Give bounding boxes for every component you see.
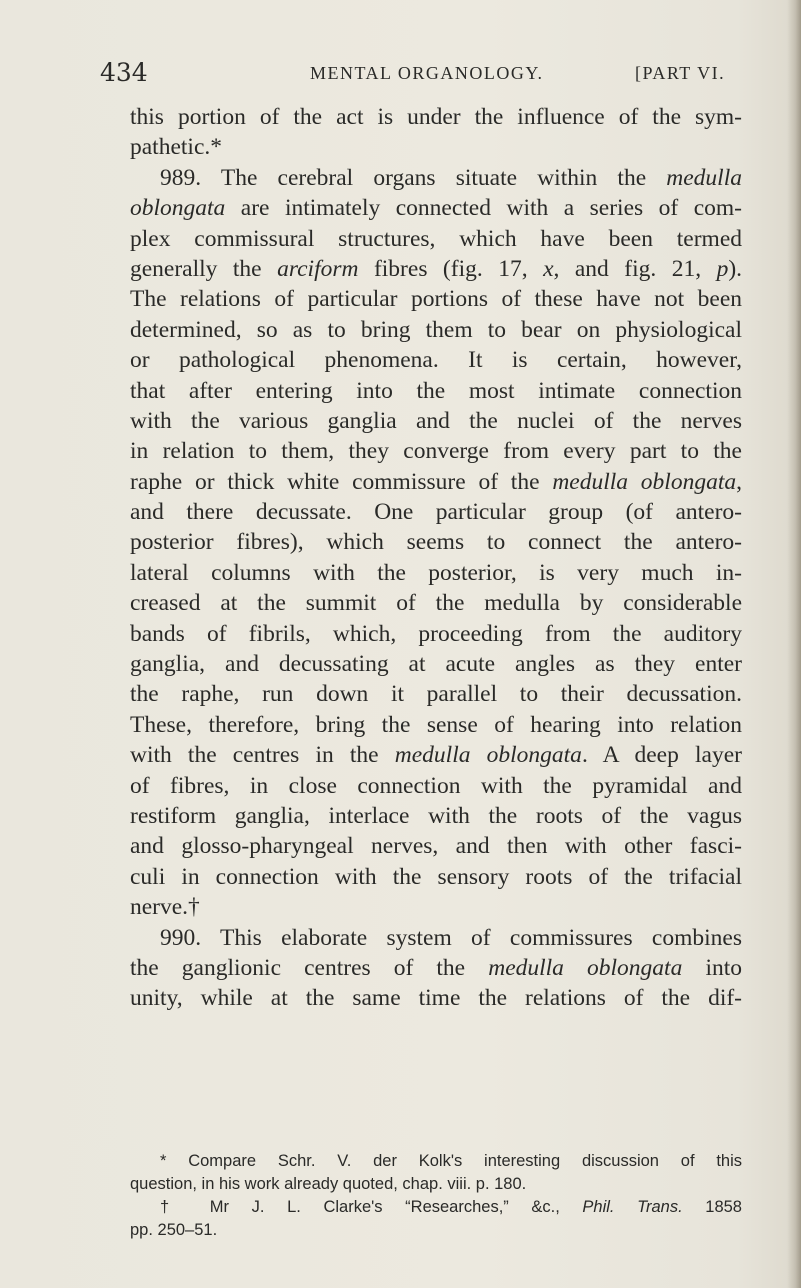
- text-line: generally the arciform fibres (fig. 17, x, and fig. 21, p).: [130, 255, 743, 282]
- text-line: or pathological phenomena. It is certain, however,: [130, 347, 742, 374]
- text-line: the raphe, run down it parallel to their decussation.: [130, 681, 742, 708]
- text-line: culi in connection with the sensory roots of the trifacial: [130, 863, 742, 890]
- text-line: unity, while at the same time the relations of the dif-: [130, 985, 742, 1012]
- footnote-line: † Mr J. L. Clarke's “Researches,” &c., Phil. Trans. 1858: [160, 1198, 742, 1216]
- text-line: oblongata are intimately connected with a series of com-: [130, 195, 742, 222]
- text-line: lateral columns with the posterior, is very much in-: [130, 559, 742, 586]
- text-line: creased at the summit of the medulla by considerable: [130, 590, 742, 617]
- part-label: [PART VI.: [635, 63, 726, 83]
- text-line: restiform ganglia, interlace with the roots of the vagus: [130, 802, 742, 829]
- body-text: [130, 102, 742, 1014]
- running-title: MENTAL ORGANOLOGY.: [310, 63, 544, 83]
- text-line: posterior fibres), which seems to connect the antero-: [130, 529, 742, 556]
- text-line: plex commissural structures, which have been termed: [130, 225, 742, 252]
- text-line: with the various ganglia and the nuclei of the nerves: [130, 407, 742, 434]
- text-line: pathetic.*: [130, 134, 223, 161]
- text-line: the ganglionic centres of the medulla oblongata into: [130, 954, 742, 981]
- text-line: with the centres in the medulla oblongata. A deep layer: [130, 742, 742, 769]
- footnotes: [130, 1150, 742, 1242]
- page-number: 434: [100, 58, 148, 87]
- text-line: ganglia, and decussating at acute angles as they enter: [130, 651, 742, 678]
- text-line: raphe or thick white commissure of the medulla oblongata,: [130, 468, 742, 495]
- text-line: of fibres, in close connection with the pyramidal and: [130, 772, 742, 799]
- text-line: 989. The cerebral organs situate within the medulla: [160, 164, 742, 191]
- text-line: These, therefore, bring the sense of hearing into relation: [130, 711, 742, 738]
- footnote-line: question, in his work already quoted, chap. viii. p. 180.: [130, 1175, 527, 1193]
- text-line: nerve.†: [130, 894, 200, 921]
- footnote-line: pp. 250–51.: [130, 1221, 218, 1239]
- text-line: that after entering into the most intimate connection: [130, 377, 742, 404]
- text-line: 990. This elaborate system of commissures combines: [160, 924, 742, 951]
- page-edge-shadow: [787, 0, 801, 1288]
- text-line: The relations of particular portions of these have not been: [130, 286, 742, 313]
- text-line: this portion of the act is under the influence of the sym-: [130, 104, 742, 130]
- footnote-line: * Compare Schr. V. der Kolk's interesting discussion of this: [160, 1152, 742, 1170]
- text-line: and glosso-pharyngeal nerves, and then with other fasci-: [130, 833, 742, 860]
- text-line: in relation to them, they converge from every part to the: [130, 438, 742, 465]
- text-line: and there decussate. One particular group (of antero-: [130, 499, 742, 526]
- text-line: determined, so as to bring them to bear on physiological: [130, 316, 742, 343]
- page-header: [100, 52, 760, 88]
- text-line: bands of fibrils, which, proceeding from the auditory: [130, 620, 742, 647]
